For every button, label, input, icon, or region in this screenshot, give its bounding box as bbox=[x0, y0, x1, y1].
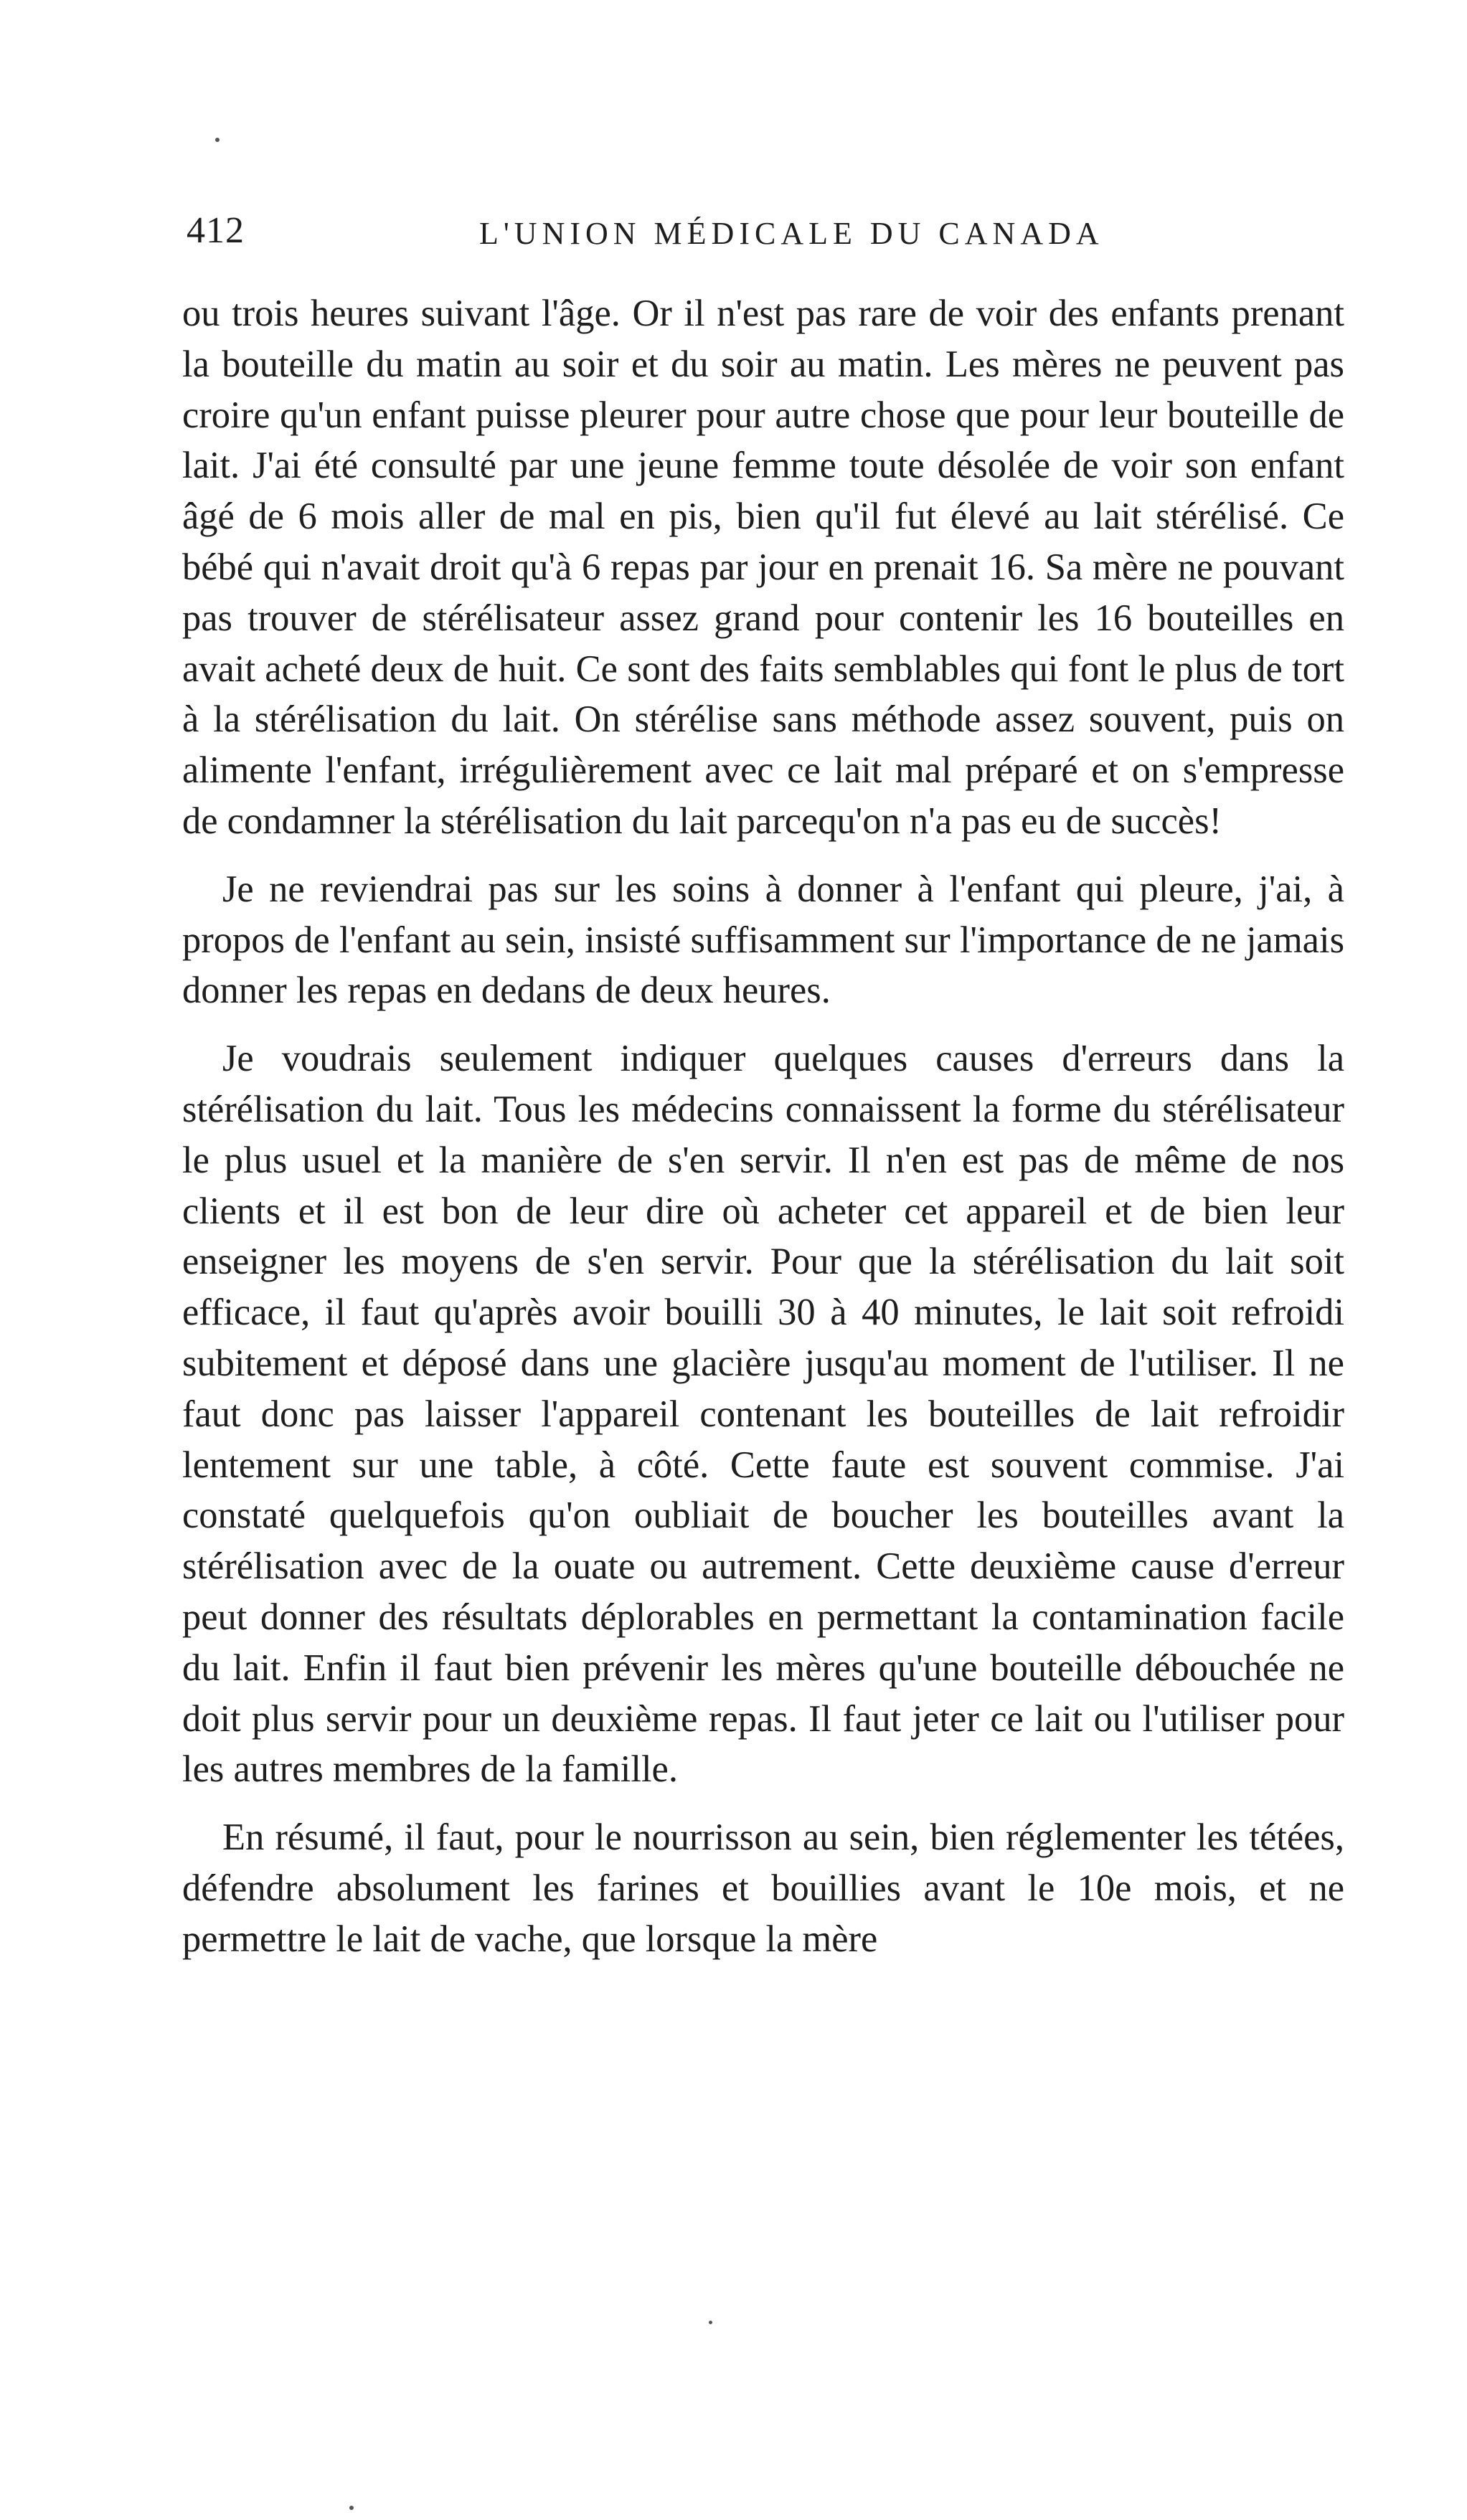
paragraph: Je ne reviendrai pas sur les soins à donner à l'enfant qui pleure, j'ai, à propos de l'enfant au sein, insisté suffisamment sur l'importance de ne jamais donner les repas en dedans de deux heures. bbox=[182, 868, 1344, 1012]
running-head: L'UNION MÉDICALE DU CANADA bbox=[479, 216, 1104, 251]
scan-speck bbox=[709, 2321, 712, 2324]
paragraph: En résumé, il faut, pour le nourrisson au sein, bien réglementer les tétées, défendre absolument les farines et bouillies avant le 10e mois, et ne permettre le lait de vache, que lorsque la mère bbox=[182, 1816, 1344, 1960]
scan-speck bbox=[349, 2506, 354, 2510]
paragraph: Je voudrais seulement indiquer quelques causes d'erreurs dans la stérélisation du lait. Tous les médecins connaissent la forme du stérélisateur le plus usuel et la manière de s'en servir. Il n'en est pas de même de nos clients et il est bon de leur dire où acheter cet appareil et de bien leur enseigner les moyens de s'en servir. Pour que la stérélisation du lait soit efficace, il faut qu'après avoir bouilli 30 à 40 minutes, le lait soit refroidi subitement et déposé dans une glacière jusqu'au moment de l'utiliser. Il ne faut donc pas laisser l'appareil contenant les bouteilles de lait refroidir lentement sur une table, à côté. Cette faute est souvent commise. J'ai constaté quelquefois qu'on oubliait de boucher les bouteilles avant la stérélisation avec de la ouate ou autrement. Cette deuxième cause d'erreur peut donner des résultats déplorables en permettant la contamination facile du lait. Enfin il faut bien prévenir les mères qu'une bouteille débouchée ne doit plus servir pour un deuxième repas. Il faut jeter ce lait ou l'utiliser pour les autres membres de la famille. bbox=[182, 1038, 1344, 1791]
scan-speck bbox=[215, 138, 220, 142]
paragraph-continued: ou trois heures suivant l'âge. Or il n'est pas rare de voir des enfants prenant la bouteille du matin au soir et du soir au matin. Les mères ne peuvent pas croire qu'un enfant puisse pleurer pour autre chose que pour leur bouteille de lait. J'ai été consulté par une jeune femme toute désolée de voir son enfant âgé de 6 mois aller de mal en pis, bien qu'il fut élevé au lait stérélisé. Ce bébé qui n'avait droit qu'à 6 repas par jour en prenait 16. Sa mère ne pouvant pas trouver de stérélisateur assez grand pour contenir les 16 bouteilles en avait acheté deux de huit. Ce sont des faits semblables qui font le plus de tort à la stérélisation du lait. On stérélise sans méthode assez souvent, puis on alimente l'enfant, irrégulièrement avec ce lait mal préparé et on s'empresse de condamner la stérélisation du lait parcequ'on n'a pas eu de succès! bbox=[182, 293, 1344, 842]
page-number: 412 bbox=[187, 210, 245, 251]
page-header bbox=[187, 209, 1327, 267]
body-text bbox=[182, 288, 1344, 1982]
